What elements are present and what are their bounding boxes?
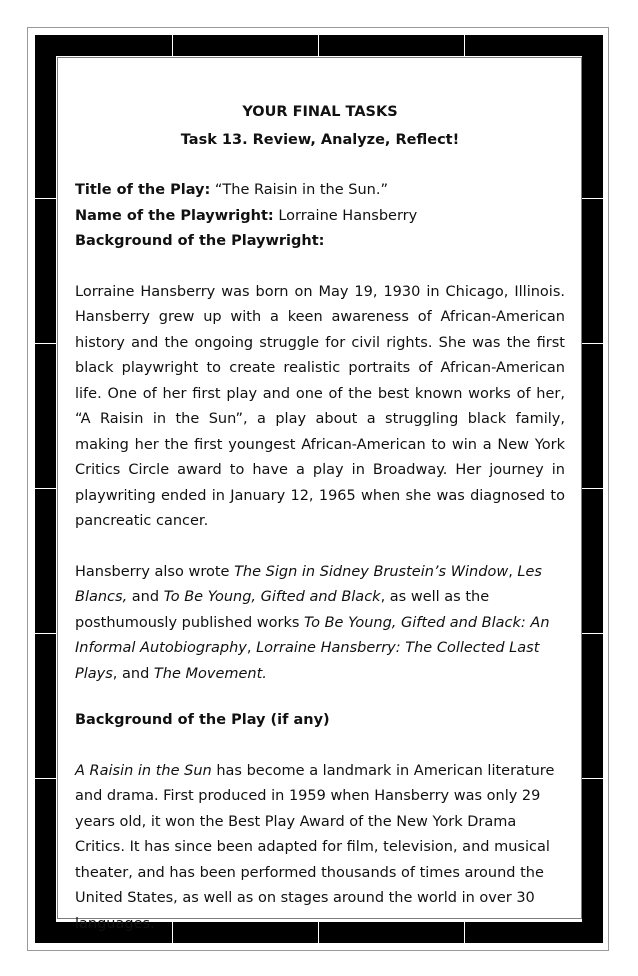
works-separator: , (246, 640, 257, 656)
border-tick (35, 488, 56, 489)
border-tick (582, 343, 603, 344)
task-subtitle: Task 13. Review, Analyze, Reflect! (180, 131, 460, 148)
title-value: “The Raisin in the Sun.” (214, 182, 388, 198)
work-title: To Be Young, Gifted and Black (163, 589, 381, 605)
border-tick (35, 633, 56, 634)
border-tick (35, 778, 56, 779)
work-title: The Sign in Sidney Brustein’s Window (234, 563, 509, 580)
background-playwright-label: Background of the Playwright: (75, 233, 325, 249)
work-title: To Be Young, Gifted and Black: An Informal Autobiography (75, 614, 550, 656)
background-play-label: Background of the Play (if any) (75, 712, 330, 728)
page-content (75, 100, 565, 937)
border-tick (35, 343, 56, 344)
border-tick (582, 488, 603, 489)
playwright-value: Lorraine Hansberry (278, 207, 418, 224)
play-title: A Raisin in the Sun (75, 762, 212, 779)
border-tick (464, 35, 465, 56)
title-line (75, 178, 565, 204)
background-play-heading (75, 708, 565, 734)
border-tick (582, 198, 603, 199)
border-tick (172, 35, 173, 56)
border-tick (582, 633, 603, 634)
play-paragraph (75, 759, 565, 938)
bio-paragraph: Lorraine Hansberry was born on May 19, 1930 in Chicago, Illinois. Hansberry grew up with a keen awareness of African-American history and the ongoing struggle for civil rights. She was the first black playwright to create realistic portraits of African-American life. One of her first play and one of the best known works of her, “A Raisin in the Sun”, a play about a struggling black family, making her the first youngest African-American to win a New York Critics Circle award to have a play in Broadway. Her journey in playwriting ended in January 12, 1965 when she was diagnosed to pancreatic cancer. (75, 283, 565, 529)
work-title: Lorraine Hansberry: The Collected Last Plays (75, 640, 540, 682)
works-intro: Hansberry also wrote (75, 563, 235, 580)
works-paragraph (75, 560, 565, 688)
works-separator: , and (112, 665, 154, 682)
playwright-label: Name of the Playwright: (75, 207, 274, 224)
border-tick (582, 778, 603, 779)
border-tick (35, 198, 56, 199)
works-separator: , (508, 563, 518, 580)
work-title: The Movement. (153, 665, 267, 682)
works-separator: , as well as the posthumously published works (75, 589, 490, 631)
title-label: Title of the Play: (75, 182, 211, 198)
work-title: Les Blancs, (75, 563, 542, 605)
play-description: has become a landmark in American literature and drama. First produced in 1959 when Hansberry was only 29 years old, it won the Best Play Award of the New York Drama Critics. It has since been adapted for film, television, and musical theater, and has been performed thousands of times around the United States, as well as on stages around the world in over 30 languages. (75, 762, 555, 932)
border-tick (318, 35, 319, 56)
background-playwright-heading (75, 229, 565, 255)
playwright-line (75, 204, 565, 230)
works-separator: and (127, 589, 164, 605)
page-title: YOUR FINAL TASKS (242, 104, 398, 120)
